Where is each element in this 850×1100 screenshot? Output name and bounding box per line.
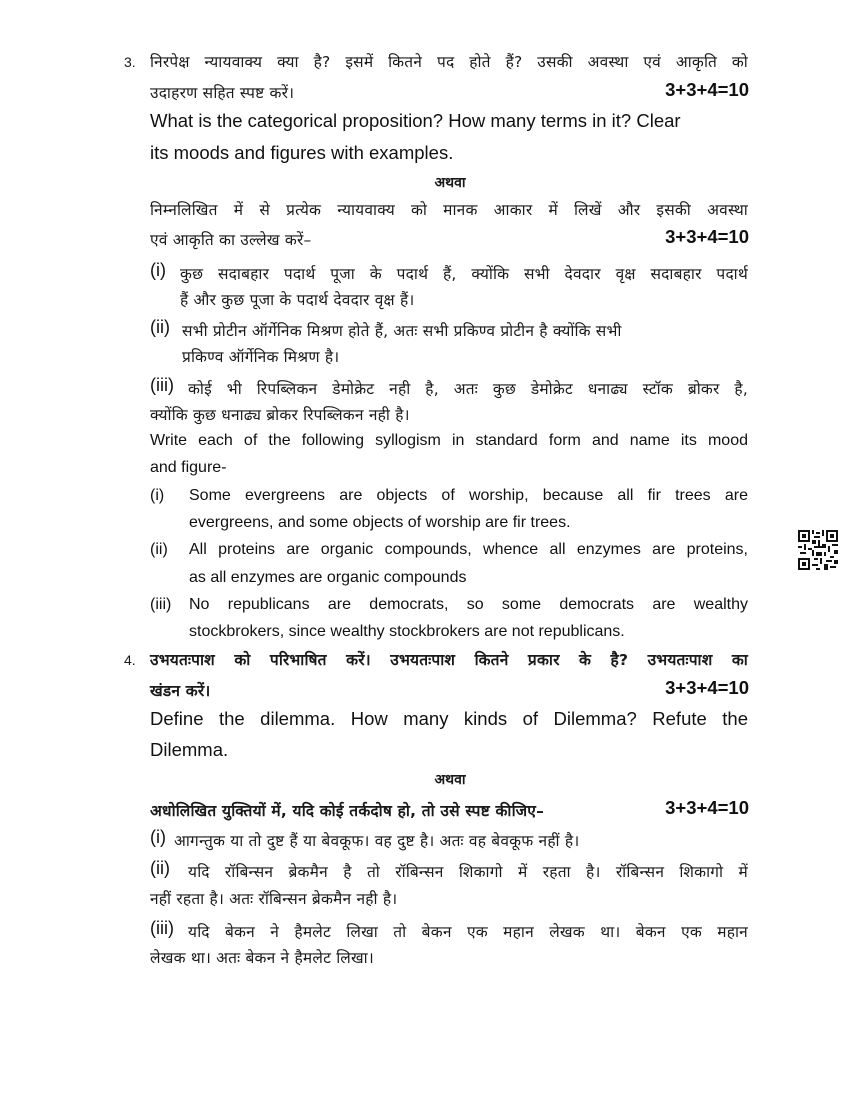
question-3-number: 3. — [124, 54, 136, 70]
q3-hindi-item-1-line-2: हैं और कुछ पूजा के पदार्थ देवदार वृक्ष हैं। — [180, 291, 415, 309]
q4-hindi-line-2: खंडन करें। — [150, 682, 211, 700]
q4-alt-marks: 3+3+4=10 — [665, 797, 749, 818]
q4-item-3-number: (iii) — [150, 918, 174, 938]
q3-english-intro-line-1: Write each of the following syllogism in standard form and name its mood — [150, 432, 748, 449]
q3-english-item-3-number: (iii) — [150, 596, 172, 613]
q3-english-line-2: its moods and figures with examples. — [150, 142, 454, 163]
q4-item-2-line-2: नहीं रहता है। अतः रॉबिन्सन ब्रेकमैन नही है। — [150, 890, 398, 908]
q4-item-3-line-1: यदि बेकन ने हैमलेट लिखा तो बेकन एक महान लेखक था। बेकन एक महान — [188, 923, 748, 941]
q3-hindi-item-1-line-1: कुछ सदाबहार पदार्थ पूजा के पदार्थ हैं, क्योंकि सभी देवदार वृक्ष सदाबहार पदार्थ — [180, 265, 748, 283]
q4-item-1-line-1: आगन्तुक या तो दुष्ट हैं या बेवकूफ। वह दुष्ट है। अतः वह बेवकूफ नहीं है। — [174, 832, 580, 850]
q3-english-item-3-line-1: No republicans are democrats, so some democrats are wealthy — [189, 596, 748, 613]
q3-english-item-2-number: (ii) — [150, 541, 168, 558]
q4-alt-hindi-line-1: अधोलिखित युक्तियों में, यदि कोई तर्कदोष हो, तो उसे स्पष्ट कीजिए– — [150, 802, 545, 820]
q3-english-item-2-line-1: All proteins are organic compounds, whence all enzymes are proteins, — [189, 541, 748, 558]
q3-english-item-2-line-2: as all enzymes are organic compounds — [189, 569, 467, 586]
q3-or-label: अथवा — [434, 175, 466, 191]
q3-hindi-line-2: उदाहरण सहित स्पष्ट करें। — [150, 84, 295, 102]
q3-hindi-item-2-number: (ii) — [150, 317, 170, 337]
q3-alt-hindi-line-1: निम्नलिखित में से प्रत्येक न्यायवाक्य को मानक आकार में लिखें और इसकी अवस्था — [150, 201, 748, 219]
q3-english-item-1-line-1: Some evergreens are objects of worship, because all fir trees are — [189, 487, 748, 504]
q3-english-intro-line-2: and figure- — [150, 459, 227, 476]
q4-hindi-line-1: उभयतःपाश को परिभाषित करें। उभयतःपाश कितने प्रकार के है? उभयतःपाश का — [150, 651, 748, 669]
q3-english-item-1-line-2: evergreens, and some objects of worship are fir trees. — [189, 514, 571, 531]
q3-english-item-1-number: (i) — [150, 487, 165, 504]
q4-item-2-number: (ii) — [150, 858, 170, 878]
q3-alt-marks: 3+3+4=10 — [665, 226, 749, 247]
q3-english-line-1: What is the categorical proposition? How many terms in it? Clear — [150, 110, 681, 131]
q3-marks: 3+3+4=10 — [665, 79, 749, 100]
q3-hindi-item-2-line-1: सभी प्रोटीन ऑर्गेनिक मिश्रण होते हैं, अतः सभी प्रकिण्व प्रोटीन है क्योंकि सभी — [182, 322, 622, 340]
q3-alt-hindi-line-2: एवं आकृति का उल्लेख करें– — [150, 231, 312, 249]
q4-item-2-line-1: यदि रॉबिन्सन ब्रेकमैन है तो रॉबिन्सन शिकागो में रहता है। रॉबिन्सन शिकागो में — [188, 863, 748, 881]
qr-code — [798, 530, 838, 570]
q4-item-3-line-2: लेखक था। अतः बेकन ने हैमलेट लिखा। — [150, 949, 374, 967]
q4-item-1-number: (i) — [150, 827, 166, 847]
q3-hindi-item-3-number: (iii) — [150, 375, 174, 395]
question-4-number: 4. — [124, 652, 136, 668]
q4-marks: 3+3+4=10 — [665, 677, 749, 698]
q4-english-line-2: Dilemma. — [150, 739, 229, 760]
q3-english-item-3-line-2: stockbrokers, since wealthy stockbrokers are not republicans. — [189, 623, 625, 640]
q3-hindi-item-3-line-1: कोई भी रिपब्लिकन डेमोक्रेट नही है, अतः कुछ डेमोक्रेट धनाढ्य स्टॉक ब्रोकर है, — [188, 380, 748, 398]
q3-hindi-item-3-line-2: क्योंकि कुछ धनाढ्य ब्रोकर रिपब्लिकन नही है। — [150, 406, 410, 424]
q3-hindi-line-1: निरपेक्ष न्यायवाक्य क्या है? इसमें कितने पद होते हैं? उसकी अवस्था एवं आकृति को — [150, 53, 748, 71]
q3-hindi-item-2-line-2: प्रकिण्व ऑर्गेनिक मिश्रण है। — [182, 348, 340, 366]
q4-english-line-1: Define the dilemma. How many kinds of Dilemma? Refute the — [150, 708, 748, 729]
q3-hindi-item-1-number: (i) — [150, 260, 166, 280]
q4-or-label: अथवा — [434, 772, 466, 788]
